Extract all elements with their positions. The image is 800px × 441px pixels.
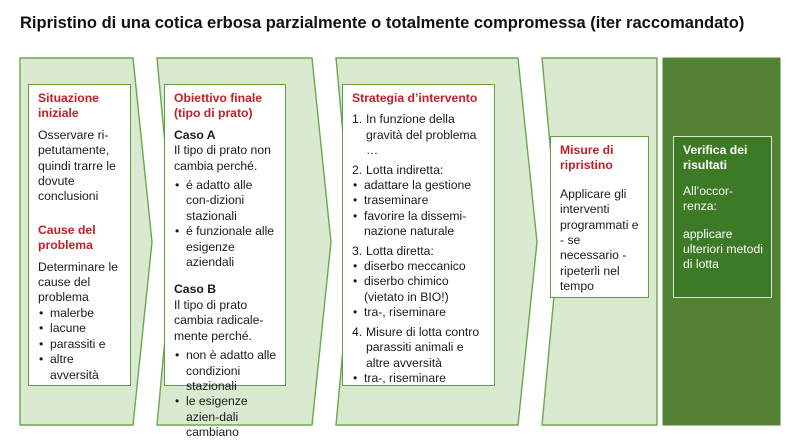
caseB-item: • non è adatto alle condizioni stazionali — [174, 348, 278, 394]
strategy-item: • diserbo chimico (vietato in BIO!) — [352, 274, 487, 305]
text-verifica-1: All’occor-renza: — [683, 183, 734, 214]
cause-item: • altre avversità — [38, 352, 123, 383]
text-cause: Determinare le cause del problema — [38, 259, 118, 305]
cause-item: • malerbe — [38, 306, 123, 321]
cause-item: • parassiti e — [38, 337, 123, 352]
heading-cause: Cause del problema — [38, 222, 96, 253]
caseA-item: • é funzionale alle esigenze aziendali — [174, 224, 278, 270]
strategy-step-1 — [352, 112, 487, 158]
strategy-step-3 — [352, 244, 487, 259]
box-verifica — [673, 136, 772, 298]
caseB-text: Il tipo di prato cambia radicale-mente perché. — [174, 297, 264, 343]
box-obiettivo — [164, 84, 286, 440]
caseA-title: Caso A — [174, 127, 216, 142]
text-misure: Applicare gli interventi programmati e - se necessario - ripeterli nel tempo — [560, 186, 639, 294]
strategy-item: • tra-, riseminare — [352, 305, 487, 320]
step-text: Lotta diretta: — [366, 243, 434, 258]
strategy-item: • traseminare — [352, 193, 487, 208]
heading-strategia: Strategia d’intervento — [352, 91, 478, 105]
step-text: Misure di lotta contro parassiti animali e altre avversità — [366, 324, 480, 370]
step-number: 1. — [352, 112, 363, 127]
strategy-step-4 — [352, 325, 487, 371]
caseB-item: • le esigenze azien-dali cambiano — [174, 394, 278, 440]
strategy-step-2 — [352, 163, 487, 178]
caseA-text: Il tipo di prato non cambia perché. — [174, 143, 271, 173]
caseB-title: Caso B — [174, 282, 216, 297]
heading-verifica: Verifica dei risultati — [683, 143, 748, 173]
strategy-item: • adattare la gestione — [352, 178, 487, 193]
box-situazione — [28, 84, 131, 386]
strategy-item: • tra-, riseminare — [352, 371, 487, 386]
strategy-item: • diserbo meccanico — [352, 259, 487, 274]
step-number: 4. — [352, 324, 363, 339]
diagram-title: Ripristino di una cotica erbosa parzialmente o totalmente compromessa (iter raccomandato) — [20, 14, 745, 32]
heading-misure: Misure di ripristino — [560, 143, 614, 173]
step-text: Lotta indiretta: — [366, 162, 444, 177]
box-strategia — [342, 84, 495, 386]
step-number: 3. — [352, 243, 363, 258]
text-situazione: Osservare ri-petutamente, quindi trarre le dovute conclusioni — [38, 127, 116, 204]
caseA-item: • é adatto alle con-dizioni stazionali — [174, 178, 278, 224]
box-misure — [550, 136, 649, 298]
text-verifica-2: applicare ulteriori metodi di lotta — [683, 226, 763, 272]
heading-obiettivo: Obiettivo finale (tipo di prato) — [174, 91, 263, 121]
heading-situazione: Situazione iniziale — [38, 91, 99, 121]
step-text: In funzione della gravità del problema … — [366, 112, 477, 158]
cause-item: • lacune — [38, 321, 123, 336]
step-number: 2. — [352, 162, 363, 177]
strategy-item: • favorire la dissemi-nazione naturale — [352, 209, 487, 240]
